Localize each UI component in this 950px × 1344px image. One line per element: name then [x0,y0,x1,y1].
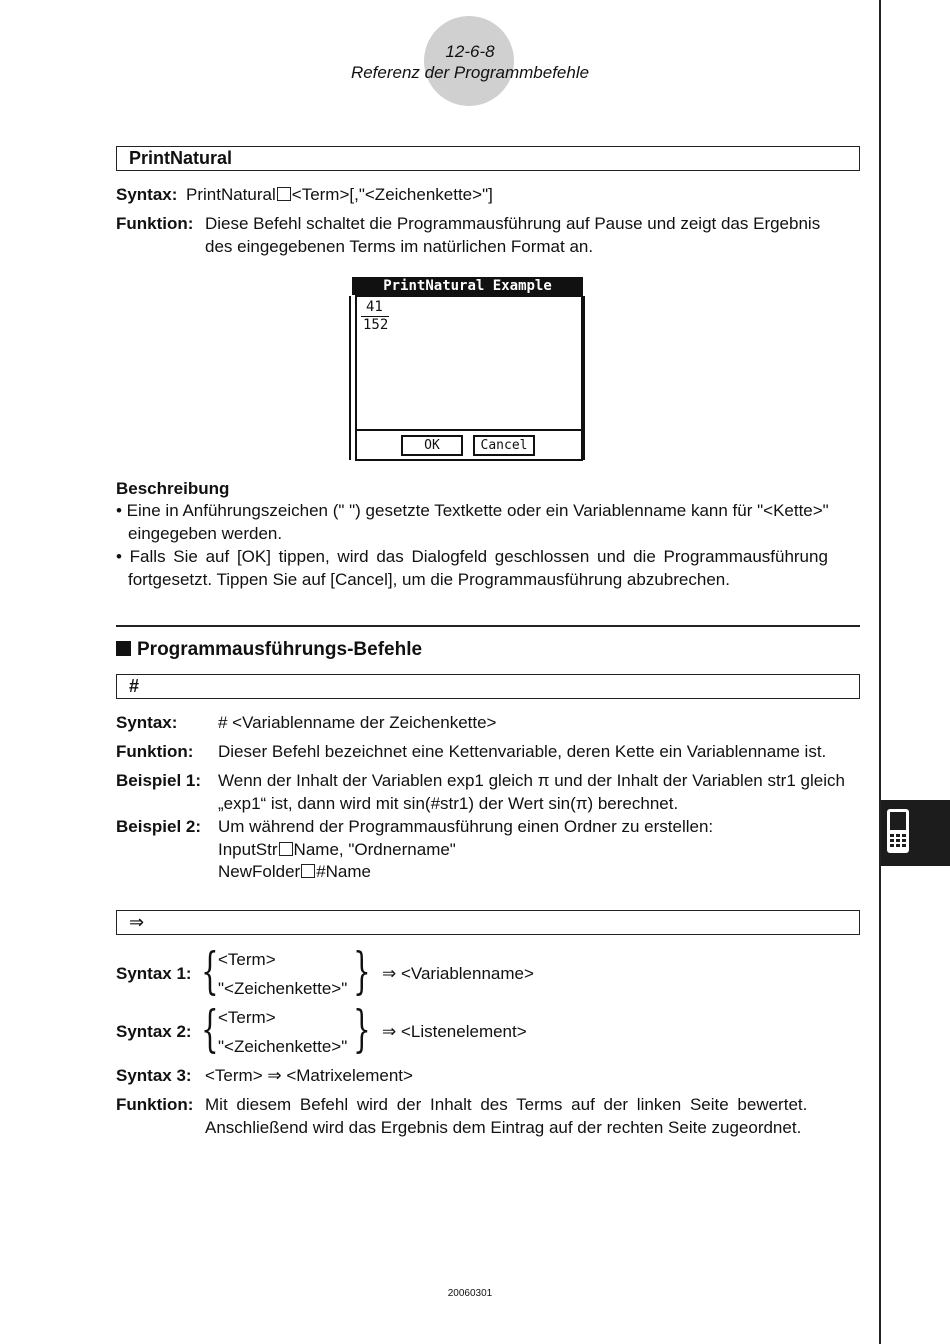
space-symbol [301,864,315,878]
command-heading-hash [116,674,860,699]
beispiel2-label: Beispiel 2: [116,817,202,836]
syntax3-label: Syntax 3: [116,1066,192,1085]
command-heading-printnatural [116,146,860,171]
numerator: 41 [366,299,383,315]
syntax1-target: ⇒ <Variablenname> [382,964,534,983]
bullet1-line2: eingegeben werden. [128,524,283,543]
funktion-text: Dieser Befehl bezeichnet eine Kettenvariable, deren Kette ein Variablenname ist. [218,742,827,761]
page-number: 12-6-8 [445,42,495,61]
syntax1-label: Syntax 1: [116,964,192,983]
bullet2-line1: • Falls Sie auf [OK] tippen, wird das Dialogfeld geschlossen und die Programmausführung [116,547,828,566]
syntax-label: Syntax: [116,713,178,732]
syntax1-term: <Term> [218,950,276,969]
screen-title: PrintNatural Example [352,277,583,295]
syntax2-target: ⇒ <Listenelement> [382,1022,527,1041]
left-brace: { [201,942,219,1000]
dialog-button-bar [357,429,581,461]
footer-code: 20060301 [447,1288,493,1299]
right-margin-rule [879,0,881,1344]
funktion-label: Funktion: [116,742,194,761]
section-title: Programmausführungs-Befehle [116,639,422,661]
funktion-label: Funktion: [116,214,194,233]
screen-edge-left [349,296,351,460]
fraction-bar [361,316,389,317]
chapter-title: Referenz der Programmbefehle [350,63,590,82]
right-brace: } [353,942,371,1000]
section-divider [116,625,860,627]
calculator-screen [346,276,590,462]
syntax2-term: <Term> [218,1008,276,1027]
syntax-label: Syntax: [116,185,178,204]
syntax2-string: "<Zeichenkette>" [218,1037,348,1056]
funktion-line1: Mit diesem Befehl wird der Inhalt des Terms auf der linken Seite bewertet. [205,1095,808,1114]
beispiel1-line1: Wenn der Inhalt der Variablen exp1 gleich π und der Inhalt der Variablen str1 gleich [218,771,845,790]
command-heading-label: PrintNatural [129,148,233,168]
space-symbol [277,187,291,201]
ok-button[interactable]: OK [401,435,463,456]
syntax2-label: Syntax 2: [116,1022,192,1041]
beschreibung-heading: Beschreibung [116,479,230,498]
funktion-line2: Anschließend wird das Ergebnis dem Eintrag auf der rechten Seite zugeordnet. [205,1118,802,1137]
funktion-text-line1: Diese Befehl schaltet die Programmausführung auf Pause und zeigt das Ergebnis [205,214,821,233]
screen-edge-right [583,296,585,460]
section-marker-icon [116,641,131,656]
right-brace: } [353,1000,371,1058]
beispiel2-line1: Um während der Programmausführung einen Ordner zu erstellen: [218,817,714,836]
syntax1-string: "<Zeichenkette>" [218,979,348,998]
cancel-button[interactable]: Cancel [473,435,535,456]
bullet2-line2: fortgesetzt. Tippen Sie auf [Cancel], um die Programmausführung abzubrechen. [128,570,730,589]
beispiel1-line2: „exp1“ ist, dann wird mit sin(#str1) der Wert sin(π) berechnet. [218,794,679,813]
funktion-text-line2: des eingegebenen Terms im natürlichen Format an. [205,237,594,256]
calculator-icon [886,808,910,854]
funktion-label: Funktion: [116,1095,194,1114]
syntax3-text: <Term> ⇒ <Matrixelement> [205,1066,413,1085]
left-brace: { [201,1000,219,1058]
bullet1-line1: • Eine in Anführungszeichen (" ") gesetzte Textkette oder ein Variablenname kann für "<Kette>" [116,501,829,520]
denominator: 152 [363,317,389,333]
beispiel2-line2: InputStr Name, "Ordnername" [218,840,456,859]
syntax-text: PrintNatural <Term>[,"<Zeichenkette>"] [186,185,493,204]
dialog-box [355,295,583,461]
chapter-tab [881,800,950,866]
beispiel2-line3: NewFolder #Name [218,862,372,881]
command-heading-label: # [129,676,140,696]
syntax-text: # <Variablenname der Zeichenkette> [218,713,497,732]
command-heading-label: ⇒ [129,912,145,932]
command-heading-arrow [116,910,860,935]
space-symbol [279,842,293,856]
beispiel1-label: Beispiel 1: [116,771,202,790]
